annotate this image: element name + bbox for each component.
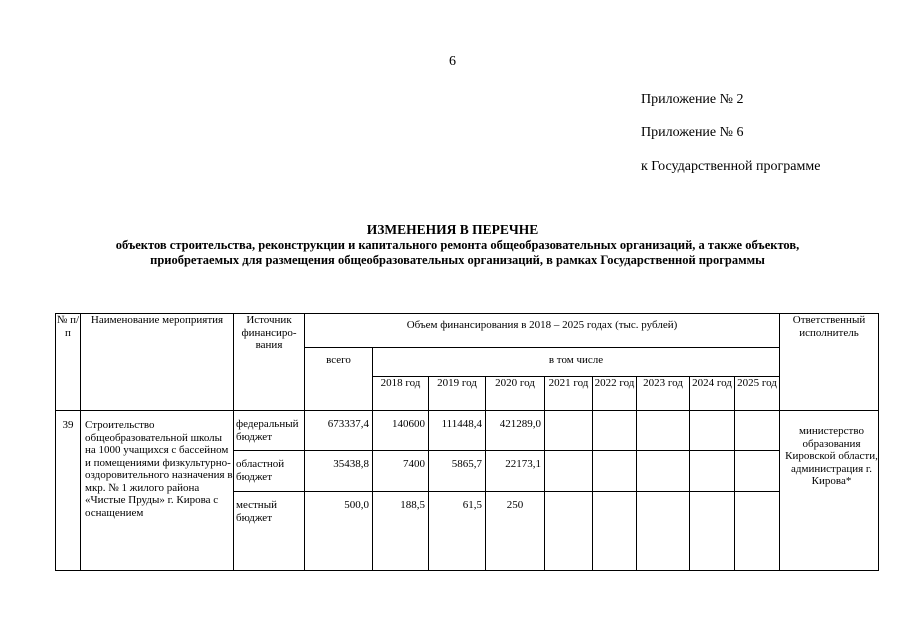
source-cell: областной бюджет: [234, 451, 305, 492]
year-2023-cell: [637, 492, 690, 571]
year-2025-cell: [735, 411, 780, 451]
document-subtitle: объектов строительства, реконструкции и капитального ремонта общеобразовательных организаций, а также объектов, приобретаемых для размещения общеобразовательных организаций, в рамках Государственной программы: [115, 238, 800, 267]
header-year-2020: 2020 год: [486, 377, 545, 411]
year-2024-cell: [690, 411, 735, 451]
row-executor: министерство образования Кировской области, администрация г. Кирова*: [780, 411, 879, 571]
year-2024-cell: [690, 492, 735, 571]
year-2025-cell: [735, 451, 780, 492]
row-num: 39: [56, 411, 81, 571]
total-cell: 500,0: [305, 492, 373, 571]
year-2018-cell: 7400: [373, 451, 429, 492]
header-total: всего: [305, 348, 373, 411]
year-2020-cell: 250: [486, 492, 545, 571]
header-year-2021: 2021 год: [545, 377, 593, 411]
header-volume: Объем финансирования в 2018 – 2025 годах (тыс. рублей): [305, 314, 780, 348]
year-2019-cell: 5865,7: [429, 451, 486, 492]
header-year-2019: 2019 год: [429, 377, 486, 411]
year-2019-cell: 111448,4: [429, 411, 486, 451]
appendix-line-1: Приложение № 2: [641, 92, 744, 107]
year-2025-cell: [735, 492, 780, 571]
page-number: 6: [449, 54, 456, 69]
header-including: в том числе: [373, 348, 780, 377]
year-2022-cell: [593, 411, 637, 451]
header-year-2024: 2024 год: [690, 377, 735, 411]
header-name: Наименование мероприятия: [81, 314, 234, 411]
header-year-2023: 2023 год: [637, 377, 690, 411]
year-2022-cell: [593, 492, 637, 571]
financing-table: [55, 313, 879, 571]
year-2018-cell: 140600: [373, 411, 429, 451]
header-source: Источник финансиро-вания: [234, 314, 305, 411]
year-2021-cell: [545, 411, 593, 451]
year-2024-cell: [690, 451, 735, 492]
appendix-line-2: Приложение № 6: [641, 125, 744, 140]
year-2022-cell: [593, 451, 637, 492]
source-cell: федеральный бюджет: [234, 411, 305, 451]
table-row: [56, 411, 879, 451]
appendix-line-3: к Государственной программе: [641, 159, 821, 174]
year-2020-cell: 22173,1: [486, 451, 545, 492]
header-num: № п/п: [56, 314, 81, 411]
year-2021-cell: [545, 451, 593, 492]
header-year-2025: 2025 год: [735, 377, 780, 411]
total-cell: 35438,8: [305, 451, 373, 492]
year-2021-cell: [545, 492, 593, 571]
year-2019-cell: 61,5: [429, 492, 486, 571]
header-year-2018: 2018 год: [373, 377, 429, 411]
header-executor: Ответственный исполнитель: [780, 314, 879, 411]
row-name: Строительство общеобразовательной школы на 1000 учащихся с бассейном и помещениями физкультурно-оздоровительного назначения в мкр. № 1 жилого района «Чистые Пруды» г. Кирова с оснащением: [81, 411, 234, 571]
header-year-2022: 2022 год: [593, 377, 637, 411]
year-2023-cell: [637, 411, 690, 451]
year-2018-cell: 188,5: [373, 492, 429, 571]
year-2023-cell: [637, 451, 690, 492]
total-cell: 673337,4: [305, 411, 373, 451]
year-2020-cell: 421289,0: [486, 411, 545, 451]
source-cell: местный бюджет: [234, 492, 305, 571]
document-title: ИЗМЕНЕНИЯ В ПЕРЕЧНЕ: [366, 222, 539, 237]
